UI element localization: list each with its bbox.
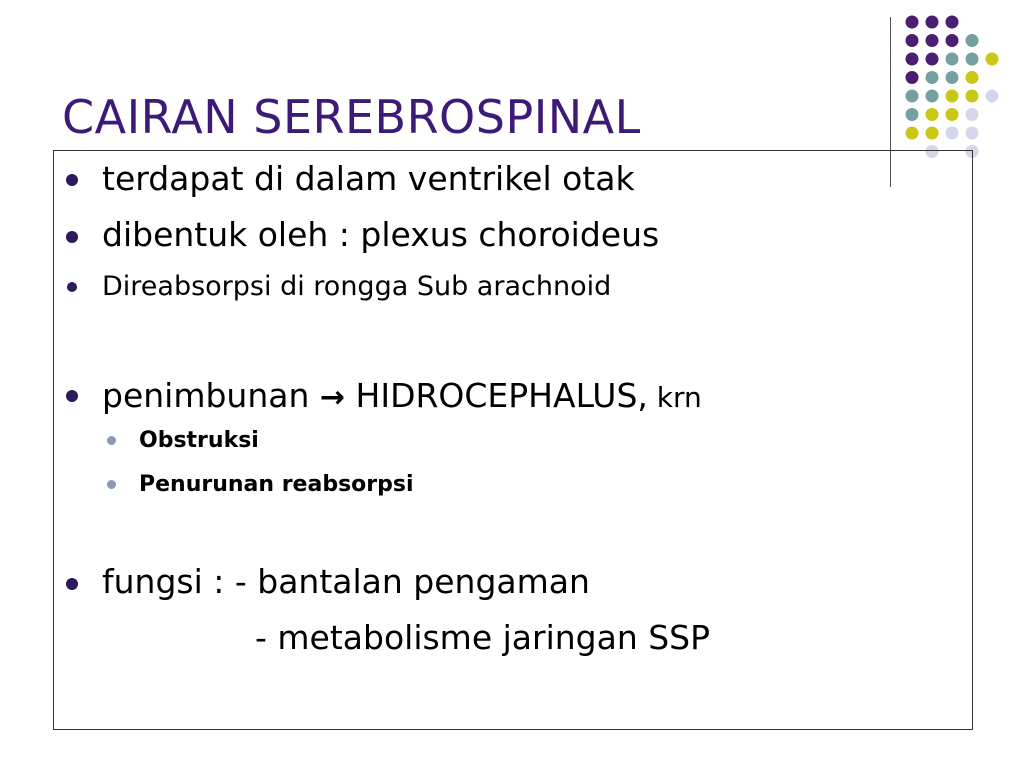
bullet-text: fungsi : - bantalan pengaman xyxy=(102,562,590,601)
decorative-dot xyxy=(926,90,939,103)
decorative-dot xyxy=(946,34,959,47)
sub-bullet-text: Penurunan reabsorpsi xyxy=(139,472,414,497)
bullet-marker xyxy=(66,231,78,243)
decorative-dot xyxy=(906,127,919,140)
bullet-text-prefix: penimbunan xyxy=(102,376,320,415)
decorative-dot xyxy=(926,34,939,47)
decorative-dot xyxy=(946,71,959,84)
sub-bullet-marker xyxy=(107,480,116,489)
bullet-marker xyxy=(67,282,77,292)
decorative-dot xyxy=(966,90,979,103)
bullet-marker xyxy=(66,174,78,186)
decorative-dot xyxy=(906,108,919,121)
decorative-dot xyxy=(946,127,959,140)
decorative-dot xyxy=(966,71,979,84)
decorative-dot xyxy=(906,71,919,84)
decorative-dot xyxy=(926,108,939,121)
decorative-dot xyxy=(946,90,959,103)
decorative-dot xyxy=(926,53,939,66)
bullet-text-continuation: - metabolisme jaringan SSP xyxy=(255,618,711,657)
decorative-dot xyxy=(966,53,979,66)
decorative-dot xyxy=(986,90,999,103)
decorative-dot xyxy=(966,34,979,47)
decorative-dot xyxy=(946,108,959,121)
decorative-dot xyxy=(926,127,939,140)
slide-title: CAIRAN SEREBROSPINAL xyxy=(62,90,641,144)
decorative-dot xyxy=(966,127,979,140)
bullet-text-main: HIDROCEPHALUS, xyxy=(345,376,648,415)
bullet-marker xyxy=(66,578,78,590)
bullet-marker xyxy=(66,390,78,402)
arrow-right-icon: → xyxy=(319,380,346,415)
decorative-dot xyxy=(986,53,999,66)
decorative-dot xyxy=(926,71,939,84)
decorative-dot-grid xyxy=(904,14,1014,164)
bullet-text-suffix: krn xyxy=(647,381,702,414)
decorative-dot xyxy=(946,16,959,29)
bullet-text: dibentuk oleh : plexus choroideus xyxy=(102,215,660,254)
decorative-dot xyxy=(946,53,959,66)
sub-bullet-marker xyxy=(107,436,116,445)
decorative-dot xyxy=(906,90,919,103)
decorative-dot xyxy=(926,16,939,29)
bullet-text: terdapat di dalam ventrikel otak xyxy=(102,159,635,198)
decorative-dot xyxy=(966,108,979,121)
decorative-dot xyxy=(906,16,919,29)
bullet-text: Direabsorpsi di rongga Sub arachnoid xyxy=(102,271,612,302)
sub-bullet-text: Obstruksi xyxy=(139,428,259,453)
decorative-dot xyxy=(906,34,919,47)
decorative-dot xyxy=(906,53,919,66)
bullet-text-hidrocephalus xyxy=(102,376,702,418)
